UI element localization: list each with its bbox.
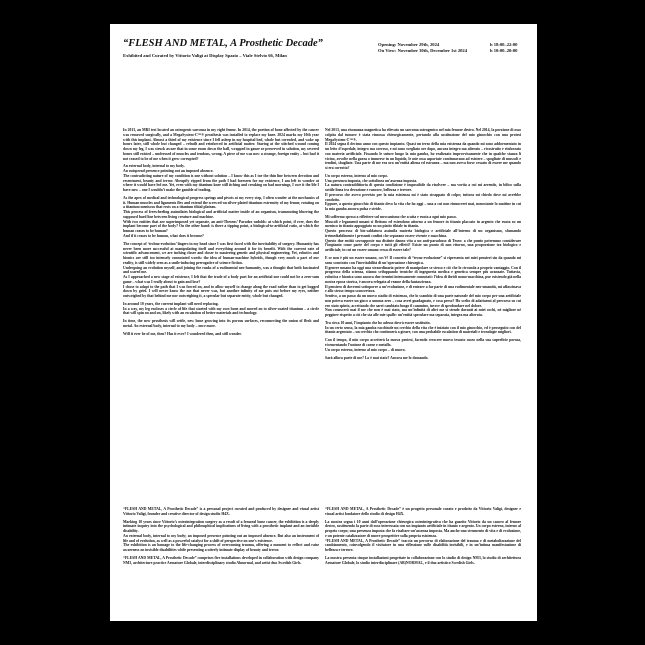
paragraph: Con il tempo, il mio corpo accetterà la nuova protesi, facendo crescere nuovo tessuto osseo nella sua superficie porosa, ricementando l’unione di carne e metallo. Un corpo esterno, interno al mio corpo – di nuovo. — [325, 338, 521, 352]
english-text-column — [123, 128, 319, 340]
schedule-time: h 10:00–20:00 — [490, 47, 518, 53]
note-paragraph: “FLESH AND METAL, A Prosthetic Decade” is a personal project curated and produced by designer and visual artist Vittorio Valigi, founder and creative director of design studio H4X. — [123, 507, 319, 516]
paragraph: Mi soffermo spesso a riflettere sul meccanismo che scatta e ruota a ogni mio passo. Muscoli e legamenti umani si flettono ed estendono attorno a un femore in titanio placcato in argento che ruota su un menisco in titanio appoggiato su un piatto tibiale in titanio. Questo processo di bio-saldatura assimila materia biologica e artificiale all’interno di un organismo, sfumando irrimediabilmente i presunti confini che separano essere vivente e macchina. Questo due entità sovrapposte ma distinte danno vita a un anti-paradosso di Teseo: a che punto potremmo considerare l’impianto come parte del corpo e tutti gli effetti? Esiste un punto di non ritorno, una proporzione tra biologico e artificiale, in cui un essere umano cessa di essere tale? — [325, 214, 521, 253]
paragraph: In time, the new prosthesis will settle, new bone growing into its porous surfaces, reconnecting the union of flesh and metal. An external body, internal to my body – once more. — [123, 319, 319, 328]
english-notes — [123, 507, 319, 569]
paragraph: As the apex of medical and technological progress springs and pivots at my every step, I often wonder at the mechanics of it. Human muscles and ligaments flex and extend the screwed-on silver-plated titanium extremity of my femur, rotating on a titanium meniscus that rests on a titanium tibial plateau. This process of freewheeling assimilates biological and artificial matter inside of an organism, transmuting blurring the supposed hard line between living creature and machine. With two entities that are superimposed yet separate, an anti-Theseus’ Paradox unfolds: at which point, if ever, does the implant become part of the body? On the other hand: is there a tipping point, a biological-to-artificial ratio, at which the human ceases to be human? And if it ceases to be human, what does it become? — [123, 195, 319, 238]
schedule-label: Opening: November 29th, 2024 — [378, 42, 440, 47]
paragraph: E se non è più un essere umano, cos’è? Il concetto di “tecno-evoluzione” si ripresenta nei miei pensieri sin da quando mi sono scontrato con l’inevitabilità di un’operazione chirurgica. Il genere umano ha oggi una straordinaria potere di manipolare se stesso e ciò che lo circonda a proprio vantaggio. Con il progresso della scienza, stiamo sviluppando tecniche di ingegneria medica e genetica sempre più avanzate. Tuttavia, robotica e bionica sono ancora due termini intensamente connotati: l’idea di ibridi uomo-macchina, pur esistendo già nella nostra epoca storica, è ancora relegata al reame della fantascienza. Il pensiero di dovermi sottoporre a un’evoluzione, e di entrare a far parte di una rudimentale neo-umanità, mi affascinava e allo stesso tempo sconcertava. Sentivo, a un passo da un nuovo stadio di esistenza, che lo scambio di una parte naturale del mio corpo per una artificiale non poteva essere un gioco a somma zero – cosa avrei guadagnato, e cosa perso? Ho scelto di adattarmi al percorso su cui ero stato spinto, accettando che sarei cambiato lungo il cammino, invece di sprofondare nel dolore. Non conoscerò mai il me che non è mai stato, ma un’infinità di altri me si stende davanti ai miei occhi, né migliore né peggiore rispetto a ciò che sta alle mie spalle: un’entità speculare ma separata, integra ma alterata. — [325, 256, 521, 318]
paragraph: In around 10 years, the current implant will need replacing. In a way, my leg encloses a circle of life that started with my own bone and moved on to silver-coated titanium – a circle that will spin on and on, likely with an escalation of better materials and technology. — [123, 301, 319, 316]
schedule-label: On View: November 30th, December 1st 2024 — [378, 47, 468, 53]
exhibition-subtitle: Exhibited and Curated by Vittorio Valigi at Display Spazio – Viale Stelvio 66, Milan — [123, 52, 287, 58]
paragraph: Un corpo esterno, interno al mio corpo. Una presenza imposta, che sottolinea un’assenza imposta. La natura contraddittoria di questa condizione è impossibile da risolvere – ma vortia a cui mi arrendo, in bilico sulla sottile linea tra devozione e rancore, bellezza e terrore. Il percorso che avevo previsto per la mia esistenza mi è stato strappato di colpo; tuttora mi chiedo dove mi avrebbe condotto. Eppure, a questo ginocchio di titanio devo la vita che ho oggi – una a cui non rinuncerei mai, nonostante lo mattine in cui la mia gamba ancora pulsa e stride. — [325, 173, 521, 212]
italian-notes — [325, 507, 521, 569]
note-paragraph: La mostra segna i 10 anni dall’operazione chirurgica osteointegrativa che ha guarito Vittorio da un cancro al femore destro, sostituendo la parte di osso interessata con un impianto artificiale in titanio e argento. Un corpo esterno, interno al proprio corpo; una presenza imposta che fa risaltare un’assenza imposta. Ma anche uno strumento di vita e di evoluzione, e un potente catalizzatore di nuove prospettive sulla propria esistenza. “FLESH AND METAL, A Prosthetic Decade” traccia un percorso di elaborazione del trauma e di metabolizzazione del cambiamento, coinvolgendo il visitatore in una riflessione sulle disabilità invisibili, e in un’intima manifestazione di bellezza e terrore. — [325, 519, 521, 553]
paragraph: Will it ever be of me, then? Has it ever? I wondered then, and still wonder. — [123, 331, 242, 336]
header-left — [123, 38, 373, 58]
schedule-time: h 18:00–22:00 — [490, 42, 518, 47]
paragraph: An external body, internal to my body. An outspread presence pointing out an imposed absence. The contradicting nature of my condition is one without solution – I know this as I toe the thin line between devotion and resentment, beauty and terror. Abruptly ripped from the path I had foreseen for my existence, I am left to wonder at where it would have led me. Yet, even with my titanium knee still itching and creaking on bad mornings, I owe it the life I have now – one I wouldn’t make the gamble of trading. — [123, 164, 319, 193]
paragraph: Nel 2013, una risonanza magnetica ha rilevato un sarcoma osteogenico nel mio femore destro. Nel 2014, la porzione di osso colpita dal tumore è stata rimossa chirurgicamente, pertando alla sostituzione del mio ginocchio con una protesi MegaSystem-C™®. Il 2024 segna il decimo anno con questo impianto. Quasi un terzo della mia esistenza da quando mi sono addormentato in un letto d’ospedale, integro ma corroso, e mi sono svegliato ore dopo, ancora integro ma alterato – ricostruito e rinforzato con materia artificiale. Fissando le suture lungo la mia gamba, ho realizzato improvvisamente che in qualche stanza lì vicino, avvolte nella garza o immerse in un liquido, le mie ossa asportate continuavano ad esistere – spogliate di muscoli e tendini, sbagliate. Una parte di me era ora un’entità aliena ed estranea – ma non aveva forse cessato di essere me quando si era corrotta? — [325, 128, 521, 170]
exhibition-sheet — [110, 24, 537, 621]
note-paragraph: “FLESH AND METAL, A Prosthetic Decade” è un progetto personale curato e prodotto da Vittorio Valigi, designer e visual artist fondatore dello studio di design H4X. — [325, 507, 521, 516]
paragraph: The concept of ‘techno-evolution’ lingers in my head since I was first faced with the inevitability of surgery. Humanity has never been more successful at manipulating itself and everything around it for its benefit. With the current rate of scientific advancement, we are inching closer and closer to mastering genetic and physical engineering. Yet, robotics and bionics are still too intensely connotated words: the idea of human-machine hybrids, though very much a part of our reality, is still widely seen as a smile-inducing prerogative of science fiction. Undergoing an evolution myself, and joining the ranks of a rudimental neo-humanity, was a thought that both fascinated and scared me. As I approached a new stage of existence, I felt that the trade of a body part for an artificial one could not be a zero-sum game – what was I really about to gain and lose? I chose to adapt to the path that I was forced on, and to allow myself to change along the road rather than to get bogged down by grief. I will never know the me that never was, but another infinity of me puts out before my eyes, neither outweighed by that behind me nor outweighing it, a specular but separate entity, whole but changed. — [123, 241, 319, 299]
paragraph: Tra circa 10 anni, l’impianto che ho adesso dovrà essere sostituito. In un certo senso, la mia gamba racchiude un cerchio della vita che è iniziato con il mio ginocchio, ed è proseguito con del titanio argentato – un cerchio che continuerà a girare, con una probabile escalation di materiali e tecnologie migliori. — [325, 320, 521, 335]
italian-text-column — [325, 128, 521, 363]
note-paragraph: “FLESH AND METAL, A Prosthetic Decade” comprises five installations developed in collaboration with design company NM3, architecture practice Armature Globale, interdisciplinary studio Abnormal, and artist duo Swedish Girls. — [123, 555, 319, 565]
paragraph: Sarà allora parte di me? Lo è mai stato? Ancora me lo domando. — [325, 355, 429, 360]
paragraph: In 2013, an MRI test located an osteogenic sarcoma in my right femur. In 2014, the portion of bone affected by the cancer was removed surgically, and a MegaSystem-C™® prosthesis was installed to replace my knee. 2024 marks my 10th year with this implant. Almost a third of my existence since I fell asleep in my hospital bed, whole but corroded, and woke up hours later, still whole but changed – rebuilt and reinforced in artificial matter. Staring at the stitched wound coming down my leg, I was struck aware that in some room down the hall, wrapped in gauze or preserved in solution, my severed bones still existed – undressed of muscles and tendons, wrong. A piece of me was now a strange, foreign entity – but had it not ceased to be of me when it grew corrupted? — [123, 128, 319, 161]
note-paragraph: La mostra presenta cinque installazioni progettate in collaborazione con lo studio di design NM3, lo studio di architettura Armature Globale, lo studio interdisciplinare (AB)NORMAL, e il duo artistico Swedish Girls. — [325, 555, 521, 565]
schedule — [378, 42, 528, 54]
schedule-row-on-view — [378, 48, 528, 54]
note-paragraph: Marking 10 years since Vittorio’s osteointegration surgery as a result of a femoral bone cancer, the exhibition is a deeply intimate inquiry into the psychological and philosophical implications of living with a prosthetic implant and an invisible disability. An external body, internal to my body; an imposed presence pointing out an imposed absence. But also an instrument of life and of evolution, as well as a powerful catalyst for a shift of perspective on one’s existence. The exhibition is an homage to the life-changing process of overcoming trauma, offering a moment to reflect and raise awareness on invisible disabilities while presenting a utterly intimate display of beauty and terror. — [123, 519, 319, 553]
exhibition-title: “FLESH AND METAL, A Prosthetic Decade” — [123, 38, 323, 49]
